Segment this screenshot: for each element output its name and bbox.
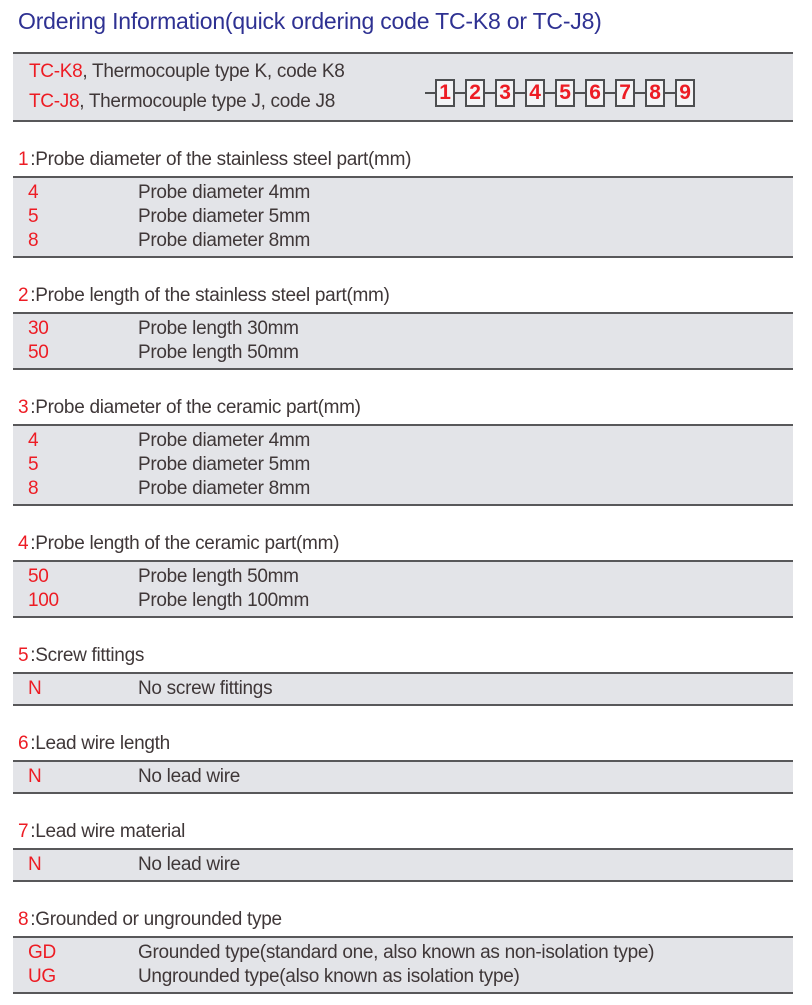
order-desc-k8: , Thermocouple type K, code K8 [82, 61, 345, 82]
order-digit-box: 5 [555, 79, 575, 107]
section-number: 4 [18, 533, 29, 554]
order-code-j8: TC-J8 [29, 91, 80, 112]
option-code: N [28, 678, 42, 699]
section-number: 3 [18, 397, 29, 418]
order-digit-box: 2 [465, 79, 485, 107]
section-title: :Probe length of the stainless steel part(mm) [30, 285, 390, 306]
order-digit-cell [545, 79, 575, 107]
option-description: No lead wire [138, 766, 241, 787]
options-box [13, 848, 793, 882]
option-row [13, 589, 793, 613]
section-heading [18, 533, 793, 555]
section-title: :Probe diameter of the stainless steel part(mm) [30, 149, 412, 170]
option-row [13, 853, 793, 877]
order-digit-box: 4 [525, 79, 545, 107]
option-row [13, 453, 793, 477]
options-box [13, 424, 793, 506]
dash-connector [425, 92, 435, 94]
order-digit-cell [515, 79, 545, 107]
option-description: Probe length 50mm [138, 566, 299, 587]
ordering-section [13, 397, 793, 506]
option-description: Probe length 30mm [138, 318, 299, 339]
options-box [13, 936, 793, 994]
option-row [13, 565, 793, 589]
ordering-section [13, 733, 793, 794]
quick-order-box [13, 52, 793, 122]
option-row [13, 205, 793, 229]
dash-connector [455, 92, 465, 94]
dash-connector [635, 92, 645, 94]
option-code: N [28, 766, 42, 787]
option-description: Grounded type(standard one, also known as non-isolation type) [138, 942, 655, 963]
option-row [13, 765, 793, 789]
option-description: Probe diameter 4mm [138, 182, 311, 203]
dash-connector [515, 92, 525, 94]
ordering-sections [13, 149, 793, 994]
section-heading [18, 645, 793, 667]
option-code: 50 [28, 342, 49, 363]
section-number: 2 [18, 285, 29, 306]
ordering-section [13, 533, 793, 618]
options-box [13, 672, 793, 706]
option-description: Probe diameter 5mm [138, 454, 311, 475]
option-code: 100 [28, 590, 59, 611]
order-digit-box: 8 [645, 79, 665, 107]
order-digit-box: 3 [495, 79, 515, 107]
ordering-section [13, 149, 793, 258]
option-row [13, 229, 793, 253]
option-description: No lead wire [138, 854, 241, 875]
option-description: Probe diameter 4mm [138, 430, 311, 451]
option-description: Ungrounded type(also known as isolation type) [138, 966, 520, 987]
dash-connector [665, 92, 675, 94]
section-number: 7 [18, 821, 29, 842]
option-row [13, 965, 793, 989]
section-number: 5 [18, 645, 29, 666]
section-title: :Probe diameter of the ceramic part(mm) [30, 397, 361, 418]
order-digit-box: 1 [435, 79, 455, 107]
ordering-section [13, 285, 793, 370]
dash-connector [485, 92, 495, 94]
option-code: GD [28, 942, 56, 963]
section-number: 8 [18, 909, 29, 930]
section-title: :Grounded or ungrounded type [30, 909, 282, 930]
option-row [13, 941, 793, 965]
order-digit-cell [635, 79, 665, 107]
option-row [13, 181, 793, 205]
option-row [13, 677, 793, 701]
order-digit-box: 9 [675, 79, 695, 107]
page-title: Ordering Information(quick ordering code TC-K8 or TC-J8) [18, 8, 602, 34]
option-code: 8 [28, 230, 39, 251]
option-code: UG [28, 966, 56, 987]
option-description: Probe diameter 5mm [138, 206, 311, 227]
order-desc-j8: , Thermocouple type J, code J8 [79, 91, 335, 112]
option-row [13, 341, 793, 365]
option-row [13, 429, 793, 453]
option-description: Probe length 100mm [138, 590, 309, 611]
order-code-digit-row [425, 79, 695, 107]
section-title: :Screw fittings [30, 645, 145, 666]
options-box [13, 176, 793, 258]
section-heading [18, 821, 793, 843]
option-description: No screw fittings [138, 678, 273, 699]
section-title: :Probe length of the ceramic part(mm) [30, 533, 340, 554]
option-code: 5 [28, 206, 39, 227]
options-box [13, 560, 793, 618]
option-code: 8 [28, 478, 39, 499]
option-code: 30 [28, 318, 49, 339]
ordering-section [13, 645, 793, 706]
option-row [13, 317, 793, 341]
order-digit-cell [455, 79, 485, 107]
ordering-section [13, 909, 793, 994]
section-title: :Lead wire material [30, 821, 186, 842]
order-digit-cell [575, 79, 605, 107]
dash-connector [575, 92, 585, 94]
section-heading [18, 909, 793, 931]
order-code-k8: TC-K8 [29, 61, 83, 82]
section-heading [18, 733, 793, 755]
option-code: 4 [28, 182, 39, 203]
option-code: 50 [28, 566, 49, 587]
option-code: 5 [28, 454, 39, 475]
order-digit-cell [425, 79, 455, 107]
dash-connector [545, 92, 555, 94]
ordering-section [13, 821, 793, 882]
order-digit-cell [605, 79, 635, 107]
order-digit-box: 7 [615, 79, 635, 107]
option-code: 4 [28, 430, 39, 451]
order-digit-cell [485, 79, 515, 107]
section-heading [18, 397, 793, 419]
quick-order-lines [13, 57, 345, 117]
options-box [13, 312, 793, 370]
option-description: Probe diameter 8mm [138, 478, 311, 499]
dash-connector [605, 92, 615, 94]
section-title: :Lead wire length [30, 733, 170, 754]
section-number: 6 [18, 733, 29, 754]
option-description: Probe length 50mm [138, 342, 299, 363]
options-box [13, 760, 793, 794]
option-row [13, 477, 793, 501]
order-digit-box: 6 [585, 79, 605, 107]
section-number: 1 [18, 149, 29, 170]
section-heading [18, 285, 793, 307]
quick-order-line-k8 [29, 57, 345, 87]
option-code: N [28, 854, 42, 875]
section-heading [18, 149, 793, 171]
option-description: Probe diameter 8mm [138, 230, 311, 251]
quick-order-line-j8 [29, 87, 345, 117]
order-digit-cell [665, 79, 695, 107]
